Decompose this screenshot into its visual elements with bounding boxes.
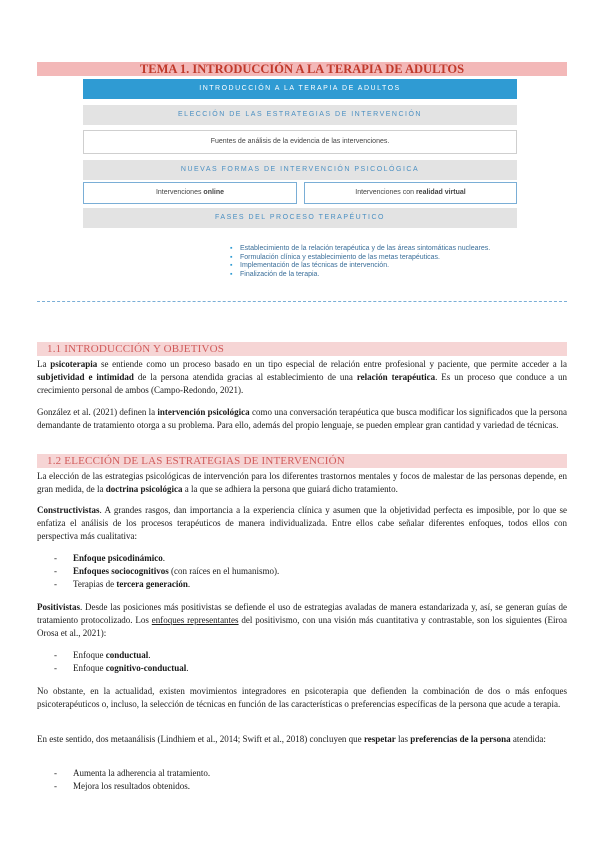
paragraph-constructivistas: Constructivistas. A grandes rasgos, dan importancia a la experiencia clínica y asumen que la objetividad perfecta es imposible, por lo que se enfatiza el análisis de los procesos terapéuticos de manera individualizada. Entre ellos cabe señalar diferentes enfoques, todos ellos con perspectiva más cualitativa:	[37, 505, 567, 541]
diagram-section-new-forms: NUEVAS FORMAS DE INTERVENCIÓN PSICOLÓGICA	[83, 160, 517, 180]
page-title: TEMA 1. INTRODUCCIÓN A LA TERAPIA DE ADULTOS	[139, 62, 465, 76]
paragraph-metaanalisis: En este sentido, dos metaanálisis (Lindhiem et al., 2014; Swift et al., 2018) concluyen que respetar las preferencias de la persona atendida:	[37, 734, 546, 744]
list-item: - Terapias de tercera generación.	[37, 578, 567, 591]
list-item: - Mejora los resultados obtenidos.	[37, 780, 567, 793]
paragraph-psicoterapia: La psicoterapia se entiende como un proceso basado en un tipo especial de relación entre profesional y paciente, que permite acceder a la subjetividad e intimidad de la persona atendida gracias al establecimiento de una relación terapéutica. Es un proceso que conduce a un crecimiento personal de ambos (Campo-Redondo, 2021).	[37, 359, 567, 395]
list-item: - Aumenta la adherencia al tratamiento.	[37, 767, 567, 780]
section-heading-1-2: 1.2 ELECCIÓN DE LAS ESTRATEGIAS DE INTERVENCIÓN	[47, 455, 345, 467]
list-item: - Enfoques sociocognitivos (con raíces en el humanismo).	[37, 565, 567, 578]
phase-item: ▪ Formulación clínica y establecimiento de las metas terapéuticas.	[240, 254, 498, 263]
diagram-vr-box: Intervenciones con realidad virtual	[304, 182, 517, 204]
diagram-section-strategies: ELECCIÓN DE LAS ESTRATEGIAS DE INTERVENCIÓN	[83, 105, 517, 125]
list-item: - Enfoque conductual.	[37, 649, 567, 662]
phase-item: ▪ Establecimiento de la relación terapéutica y de las áreas sintomáticas nucleares.	[240, 245, 498, 254]
diagram-online-box: Intervenciones online	[83, 182, 297, 204]
paragraph-intervencion: González et al. (2021) definen la intervención psicológica como una conversación terapéutica que busca modificar los significados que la persona demandante de tratamiento otorga a su problema. Para ello, además del propio lenguaje, se pueden emplear gran cantidad y variedad de técnicas.	[37, 407, 567, 430]
diagram-top-bar: INTRODUCCIÓN A LA TERAPIA DE ADULTOS	[83, 79, 517, 99]
diagram-divider	[37, 301, 567, 302]
list-positivist-approaches	[37, 649, 567, 675]
paragraph-integradores: No obstante, en la actualidad, existen movimientos integradores en psicoterapia que defienden la combinación de dos o más enfoques psicoterapéuticos o, incluso, la selección de técnicas en función de las características o preferencias específicas de la persona que acude a terapia.	[37, 686, 567, 709]
phase-item: ▪ Implementación de las técnicas de intervención.	[240, 262, 498, 271]
paragraph-eleccion: La elección de las estrategias psicológicas de intervención para los diferentes trastornos mentales y focos de malestar de las personas depende, en gran medida, de la doctrina psicológica a la que se adhiera la persona que guiará dicho tratamiento.	[37, 471, 567, 494]
list-item: - Enfoque psicodinámico.	[37, 552, 567, 565]
paragraph-positivistas: Positivistas. Desde las posiciones más positivistas se defiende el uso de estrategias avaladas de manera estandarizada y, así, se generan guías de tratamiento protocolizado. Los enfoques representantes del positivismo, con una visión más cuantitativa y contrastable, son los siguientes (Eiroa Orosa et al., 2021):	[37, 602, 567, 638]
section-heading-1-1: 1.1 INTRODUCCIÓN Y OBJETIVOS	[47, 343, 225, 355]
list-benefits	[37, 767, 567, 793]
list-item: - Enfoque cognitivo-conductual.	[37, 662, 567, 675]
diagram-section-phases: FASES DEL PROCESO TERAPÉUTICO	[83, 208, 517, 228]
list-constructivist-approaches	[37, 552, 567, 591]
diagram-phases-list	[228, 245, 498, 279]
phase-item: ▪ Finalización de la terapia.	[240, 271, 498, 280]
diagram-evidence-box: Fuentes de análisis de la evidencia de las intervenciones.	[83, 130, 517, 154]
